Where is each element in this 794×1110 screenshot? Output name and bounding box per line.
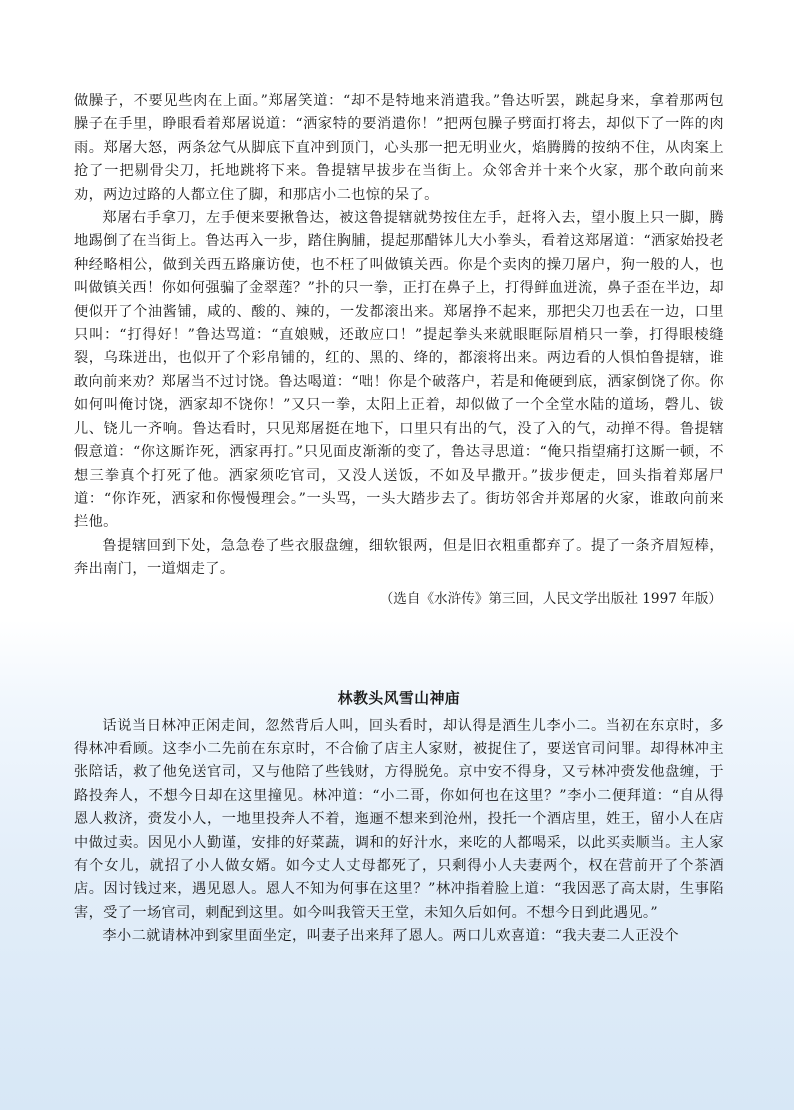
story2-paragraph-1: 话说当日林冲正闲走间，忽然背后人叫，回头看时，却认得是酒生儿李小二。当初在东京时，多得林冲看顾。这李小二先前在东京时，不合偷了店主人家财，被捉住了，要送官司问罪。却得林冲主张陪话，救了他免送官司，又与他陪了些钱财，方得脱免。京中安不得身，又亏林冲赍发他盘缠，于路投奔人，不想今日却在这里撞见。林冲道：“小二哥，你如何也在这里？”李小二便拜道：“自从得恩人救济，赍发小人，一地里投奔人不着，迤逦不想来到沧州，投托一个酒店里，姓王，留小人在店中做过卖。因见小人勤谨，安排的好菜蔬，调和的好汁水，来吃的人都喝采，以此买卖顺当。主人家有个女儿，就招了小人做女婿。如今丈人丈母都死了，只剩得小人夫妻两个，权在营前开了个茶酒店。因讨钱过来，遇见恩人。恩人不知为何事在这里？”林冲指着脸上道：“我因恶了高太尉，生事陷害，受了一场官司，刺配到这里。如今叫我管天王堂，未知久后如何。不想今日到此遇见。” <box>74 717 724 921</box>
document-page <box>74 90 724 949</box>
story1-paragraph-3: 鲁提辖回到下处，急急卷了些衣服盘缠，细软银两，但是旧衣粗重都弃了。提了一条齐眉短棒，奔出南门，一道烟走了。 <box>74 537 724 578</box>
story1-paragraph-1: 做臊子，不要见些肉在上面。”郑屠笑道：“却不是特地来消遣我。”鲁达听罢，跳起身来，拿着那两包臊子在手里，睁眼看着郑屠说道：“洒家特的要消遣你！”把两包臊子劈面打将去，却似下了一阵的肉雨。郑屠大怒，两条忿气从脚底下直冲到顶门，心头那一把无明业火，焰腾腾的按纳不住，从肉案上抢了一把剔骨尖刀，托地跳将下来。鲁提辖早拔步在当街上。众邻舍并十来个火家，那个敢向前来劝，两边过路的人都立住了脚，和那店小二也惊的呆了。 <box>74 93 724 203</box>
source-citation: （选自《水浒传》第三回，人民文学出版社 1997 年版） <box>379 590 722 607</box>
story2-paragraph-2: 李小二就请林冲到家里面坐定，叫妻子出来拜了恩人。两口儿欢喜道：“我夫妻二人正没个 <box>102 928 679 945</box>
chapter-title: 林教头风雪山神庙 <box>337 689 461 707</box>
story1-paragraph-2: 郑屠右手拿刀，左手便来要揪鲁达，被这鲁提辖就势按住左手，赶将入去，望小腹上只一脚，腾地踢倒了在当街上。鲁达再入一步，踏住胸脯，提起那醋钵儿大小拳头，看着这郑屠道：“洒家始投老种经略相公，做到关西五路廉访使，也不枉了叫做镇关西。你是个卖肉的操刀屠户，狗一般的人，也叫做镇关西！你如何强骗了金翠莲？”扑的只一拳，正打在鼻子上，打得鲜血迸流，鼻子歪在半边，却便似开了个油酱铺，咸的、酸的、辣的，一发都滚出来。郑屠挣不起来，那把尖刀也丢在一边，口里只叫：“打得好！”鲁达骂道：“直娘贼，还敢应口！”提起拳头来就眼眶际眉梢只一拳，打得眼棱缝裂，乌珠迸出，也似开了个彩帛铺的，红的、黑的、绛的，都滚将出来。两边看的人惧怕鲁提辖，谁敢向前来劝？郑屠当不过讨饶。鲁达喝道：“咄！你是个破落户，若是和俺硬到底，洒家倒饶了你。你如何叫俺讨饶，洒家却不饶你！”又只一拳，太阳上正着，却似做了一个全堂水陆的道场，磬儿、钹儿、铙儿一齐响。鲁达看时，只见郑屠挺在地下，口里只有出的气，没了入的气，动掸不得。鲁提辖假意道：“你这厮诈死，洒家再打。”只见面皮渐渐的变了，鲁达寻思道：“俺只指望痛打这厮一顿，不想三拳真个打死了他。洒家须吃官司，又没人送饭，不如及早撒开。”拔步便走，回头指着郑屠尸道：“你诈死，洒家和你慢慢理会。”一头骂，一头大踏步去了。街坊邻舍并郑屠的火家，谁敢向前来拦他。 <box>74 210 724 531</box>
